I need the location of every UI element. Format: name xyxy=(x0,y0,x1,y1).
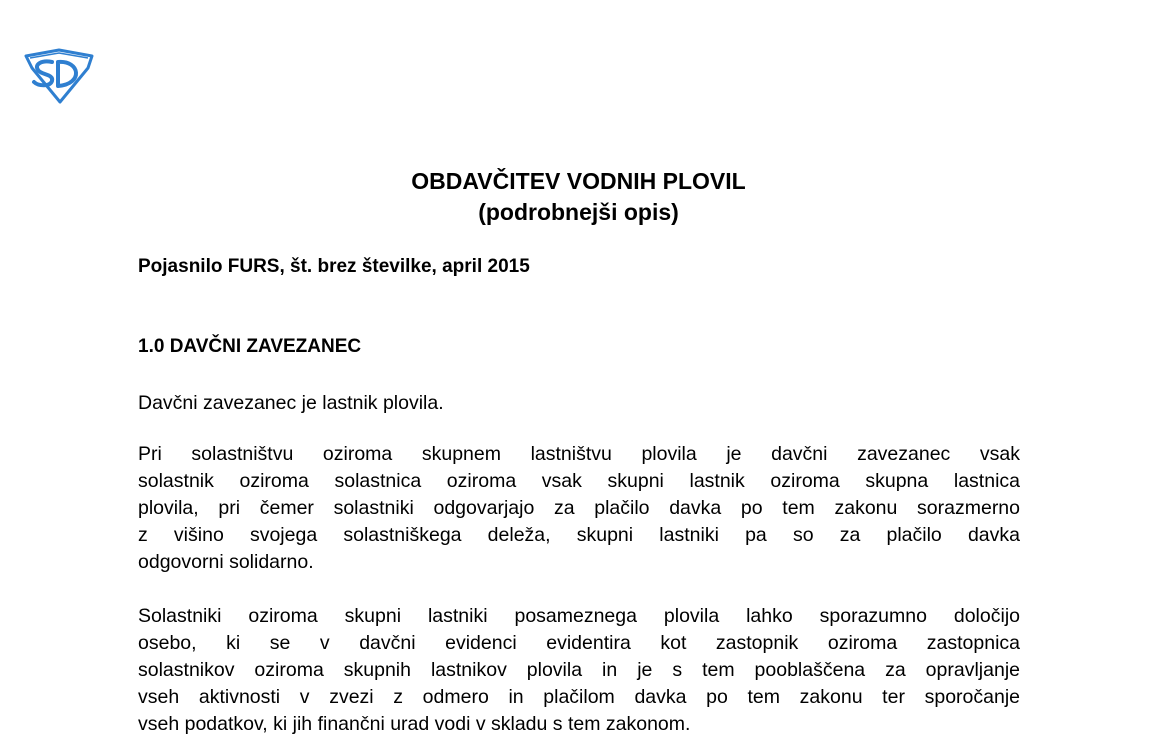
paragraph-line: z višino svojega solastniškega deleža, skupni lastniki pa so za plačilo davka xyxy=(138,524,1020,546)
document-reference: Pojasnilo FURS, št. brez številke, april 2015 xyxy=(138,256,530,277)
paragraph-line: solastnikov oziroma skupnih lastnikov plovila in je s tem pooblaščena za opravljanje xyxy=(138,659,1020,681)
paragraph-line: solastnik oziroma solastnica oziroma vsak skupni lastnik oziroma skupna lastnica xyxy=(138,470,1020,492)
paragraph xyxy=(138,441,1020,576)
paragraph-line: plovila, pri čemer solastniki odgovarjajo za plačilo davka po tem zakonu sorazmerno xyxy=(138,497,1020,519)
paragraph xyxy=(138,603,1020,738)
paragraph-line: Pri solastništvu oziroma skupnem lastništvu plovila je davčni zavezanec vsak xyxy=(138,443,1020,465)
paragraph-line: osebo, ki se v davčni evidenci evidentira kot zastopnik oziroma zastopnica xyxy=(138,632,1020,654)
paragraph-line: vseh podatkov, ki jih finančni urad vodi v skladu s tem zakonom. xyxy=(138,713,691,735)
paragraph-line: odgovorni solidarno. xyxy=(138,551,314,573)
paragraph xyxy=(138,390,1020,417)
paragraph-line: vseh aktivnosti v zvezi z odmero in plačilom davka po tem zakonu ter sporočanje xyxy=(138,686,1020,708)
paragraph-line: Solastniki oziroma skupni lastniki posameznega plovila lahko sporazumno določijo xyxy=(138,605,1020,627)
document-subtitle: (podrobnejši opis) xyxy=(478,199,679,225)
sd-logo-icon xyxy=(22,48,96,104)
section-heading: 1.0 DAVČNI ZAVEZANEC xyxy=(138,336,362,357)
document-title: OBDAVČITEV VODNIH PLOVIL xyxy=(411,168,746,194)
paragraph-line: Davčni zavezanec je lastnik plovila. xyxy=(138,392,444,414)
